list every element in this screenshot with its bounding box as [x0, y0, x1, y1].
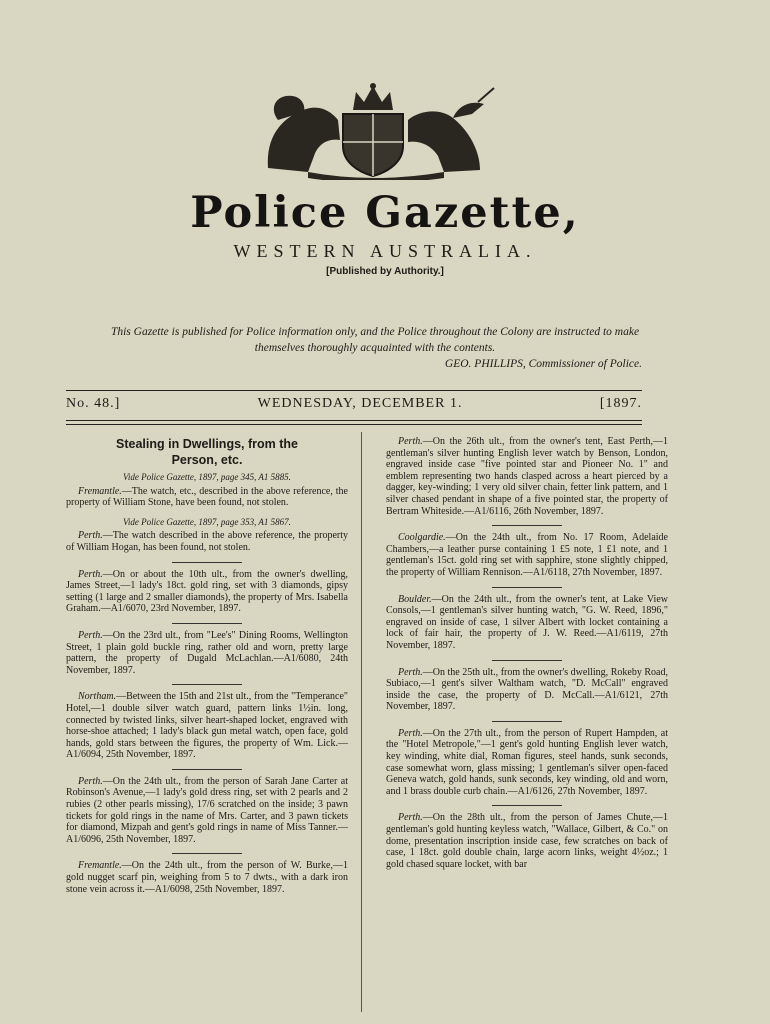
notice-entry: Northam.—Between the 15th and 21st ult., from the "Temperance" Hotel,—1 double silver watch guard, pattern links 1½in. long, connected by twisted links, silver heart-shaped locket, engraved with horse-shoe attached; 1 lady's black gun metal watch, open face, gold hands, gold stars between the figures, the property of Wm. Lick.—A1/6094, 25th November, 1897.	[66, 691, 348, 761]
gazette-reference: Vide Police Gazette, 1897, page 353, A1 5867.	[123, 516, 291, 527]
notice-entry: Fremantle.—On the 24th ult., from the person of W. Burke,—1 gold nugget scarf pin, weighing from 5 to 7 dwts., with a dark iron stone vein across it.—A1/6098, 25th November, 1897.	[66, 860, 348, 895]
notice-entry: Perth.—On the 23rd ult., from "Lee's" Dining Rooms, Wellington Street, 1 plain gold buckle ring, rather old and worn, pretty large pattern, the property of Dugald McLachlan.—A1/6080, 24th November, 1897.	[66, 629, 348, 676]
notice-entry: Boulder.—On the 24th ult., from the owner's tent, at Lake View Consols,—1 gentleman's silver hunting watch, "G. W. Reed, 1896," engraved on inside of case, 1 silver Albert with locket containing a lock of fair hair, the property of J. W. Reed.—A1/6119, 27th November, 1897.	[386, 593, 668, 651]
gazette-subtitle: WESTERN AUSTRALIA.	[233, 241, 537, 261]
entry-separator	[172, 684, 242, 685]
entry-separator	[172, 853, 242, 854]
entry-separator	[492, 721, 562, 722]
entry-separator	[492, 587, 562, 588]
issue-date: WEDNESDAY, DECEMBER 1.	[257, 396, 463, 411]
issue-number: No. 48.]	[66, 396, 121, 411]
issue-year: [1897.	[599, 396, 642, 411]
column-divider	[361, 432, 362, 1012]
gazette-title: Police Gazette,	[190, 188, 580, 238]
authority-line: [Published by Authority.]	[326, 266, 444, 277]
entry-separator	[172, 769, 242, 770]
notice-entry: Perth.—On the 27th ult., from the person of Rupert Hampden, at the "Hotel Metropole,"—1 gent's gold hunting English lever watch, key winding, white dial, Roman figures, steel hands, sunk seconds, case somewhat worn, glass missing; 1 gentleman's silver open-faced Geneva watch, gold hands, sunk seconds, key winding, old and worn, and 1 brass double curb chain.—A1/6126, 27th November, 1897.	[386, 727, 668, 797]
royal-coat-of-arms-icon	[248, 80, 498, 180]
entry-separator	[492, 805, 562, 806]
right-column	[386, 436, 668, 878]
section-heading: Stealing in Dwellings, from the Person, etc.	[116, 437, 298, 467]
entry-separator	[172, 562, 242, 563]
notice-entry: Perth.—On the 28th ult., from the person of James Chute,—1 gentleman's gold hunting keyless watch, "Wallace, Gilbert, & Co." on dome, presentation inscription inside case, few scratches on back of case, 1 18ct. gold double chain, large acorn links, weight 4½oz.; 1 gold chased square locket, with bar	[386, 812, 668, 870]
notice-entry: Perth.—On or about the 10th ult., from the owner's dwelling, James Street,—1 lady's 18ct. gold ring, set with 3 diamonds, gipsy setting (1 large and 2 smaller diamonds), the property of Mrs. Isabella Graham.—A1/6070, 23rd November, 1897.	[66, 568, 348, 615]
notice-entry: Perth.—On the 25th ult., from the owner's dwelling, Rokeby Road, Subiaco,—1 gent's silver Waltham watch, "D. McCall" engraved inside the case, the property of D. McCall.—A1/6121, 27th November, 1897.	[386, 666, 668, 713]
notice-entry: Coolgardie.—On the 24th ult., from No. 17 Room, Adelaide Chambers,—a leather purse containing 1 £5 note, 1 £1 note, and 1 gentleman's 15ct. gold ring set with sapphire, stone slightly chipped, the property of William Rennison.—A1/6118, 27th November, 1897.	[386, 532, 668, 578]
left-column	[66, 436, 348, 903]
entry-separator	[172, 623, 242, 624]
dateline-rule-double	[66, 424, 642, 425]
notice-entry: Perth.—On the 24th ult., from the person of Sarah Jane Carter at Robinson's Avenue,—1 lady's gold dress ring, set with 2 pearls and 2 rubies (2 other pearls missing), 17/6 scratched on the inside; 3 pawn tickets for gold rings in the name of Mrs. Carter, and 3 pawn tickets for diamond, Mizpah and gent's gold rings in name of Miss Tanner.—A1/6096, 25th November, 1897.	[66, 775, 348, 845]
notice-entry: Fremantle.—The watch, etc., described in the above reference, the property of William Stone, have been found, not stolen.	[66, 485, 348, 509]
dateline	[66, 396, 642, 412]
entry-separator	[492, 660, 562, 661]
gazette-reference: Vide Police Gazette, 1897, page 345, A1 5885.	[123, 472, 291, 482]
entry-separator	[492, 525, 562, 526]
top-rule	[66, 390, 642, 391]
commissioner-signature: GEO. PHILLIPS, Commissioner of Police.	[444, 358, 642, 370]
notice-entry: Perth.—The watch described in the above reference, the property of William Hogan, has been found, not stolen.	[66, 530, 348, 553]
dateline-rule	[66, 420, 642, 421]
notice-text: This Gazette is published for Police information only, and the Police throughout the Colony are instructed to make themselves thoroughly acquainted with the contents.	[110, 326, 640, 354]
notice-entry: Perth.—On the 26th ult., from the owner's tent, East Perth,—1 gentleman's silver hunting English lever watch by Benson, London, engraved inside case "five pointed star and Pioneer No. 1" and emblem representing two hands clasped across a heart pierced by a dagger, key-winding; 1 very old silver chain, fetter link pattern, and 1 silver chased pendant in shape of a five pointed star, the property of Bertram Whiteside.—A1/6116, 26th November, 1897.	[386, 436, 668, 517]
